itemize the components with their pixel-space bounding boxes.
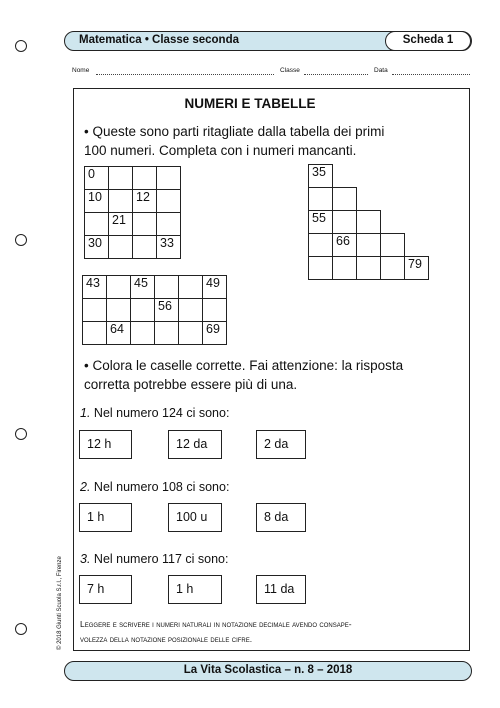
answer-2-a[interactable]: 1 h	[79, 503, 132, 532]
date-field[interactable]	[392, 74, 470, 75]
instruction-1-line-2: 100 numeri. Completa con i numeri mancanti.	[84, 143, 357, 158]
grid-row	[83, 276, 227, 299]
binder-hole-4	[15, 623, 27, 635]
binder-hole-1	[15, 40, 27, 52]
grid-cell: 43	[83, 276, 107, 299]
answer-1-b[interactable]: 12 da	[168, 430, 222, 459]
grid-cell[interactable]	[333, 211, 357, 234]
grid-cell[interactable]	[381, 257, 405, 280]
grid-cell[interactable]	[131, 299, 155, 322]
grid-cell[interactable]	[179, 322, 203, 345]
grid-cell: 55	[309, 211, 333, 234]
question-2: 2. Nel numero 108 ci sono:	[80, 480, 230, 494]
grid-cell: 45	[131, 276, 155, 299]
grid-cell: 49	[203, 276, 227, 299]
answer-3-c[interactable]: 11 da	[256, 575, 306, 604]
grid-cell[interactable]	[309, 234, 333, 257]
grid-cell[interactable]	[179, 276, 203, 299]
subject-title: Matematica • Classe seconda	[79, 34, 239, 46]
answer-1-c[interactable]: 2 da	[256, 430, 306, 459]
number-grid-c	[308, 164, 429, 280]
objective-line-1: Leggere e scrivere i numeri naturali in notazione decimale avendo consape-	[80, 619, 352, 629]
grid-cell: 30	[85, 236, 109, 259]
grid-cell[interactable]	[309, 188, 333, 211]
answer-3-b[interactable]: 1 h	[168, 575, 222, 604]
grid-cell[interactable]	[157, 167, 181, 190]
footer-title: La Vita Scolastica – n. 8 – 2018	[183, 664, 353, 676]
grid-row	[83, 322, 227, 345]
grid-cell[interactable]	[357, 257, 381, 280]
learning-objective	[80, 617, 464, 647]
grid-cell[interactable]	[109, 190, 133, 213]
class-field[interactable]	[304, 74, 368, 75]
answer-1-a[interactable]: 12 h	[79, 430, 132, 459]
name-field[interactable]	[96, 74, 274, 75]
number-grid-b	[82, 275, 227, 345]
binder-hole-2	[15, 234, 27, 246]
sheet-label: Scheda 1	[385, 31, 471, 51]
grid-cell: 56	[155, 299, 179, 322]
grid-spacer	[381, 165, 405, 188]
question-1: 1. Nel numero 124 ci sono:	[80, 406, 230, 420]
grid-spacer	[405, 211, 429, 234]
grid-cell[interactable]	[155, 322, 179, 345]
footer-bar	[64, 661, 472, 681]
grid-cell[interactable]	[107, 299, 131, 322]
grid-cell[interactable]	[133, 167, 157, 190]
grid-cell: 21	[109, 213, 133, 236]
grid-spacer	[381, 188, 405, 211]
question-3: 3. Nel numero 117 ci sono:	[80, 552, 229, 566]
grid-cell[interactable]	[109, 236, 133, 259]
grid-cell[interactable]	[85, 213, 109, 236]
name-label: Nome	[72, 67, 90, 74]
grid-cell[interactable]	[83, 299, 107, 322]
grid-cell[interactable]	[357, 234, 381, 257]
answer-2-b[interactable]: 100 u	[168, 503, 222, 532]
grid-row	[309, 188, 429, 211]
grid-cell: 33	[157, 236, 181, 259]
grid-cell[interactable]	[131, 322, 155, 345]
grid-cell[interactable]	[381, 234, 405, 257]
grid-cell: 35	[309, 165, 333, 188]
grid-cell: 10	[85, 190, 109, 213]
grid-spacer	[381, 211, 405, 234]
grid-row	[85, 236, 181, 259]
instruction-2-line-1: • Colora le caselle corrette. Fai attenzione: la risposta	[84, 358, 404, 373]
answer-3-a[interactable]: 7 h	[79, 575, 132, 604]
grid-cell[interactable]	[203, 299, 227, 322]
grid-cell[interactable]	[357, 211, 381, 234]
grid-spacer	[357, 188, 381, 211]
grid-row	[309, 234, 429, 257]
grid-cell: 66	[333, 234, 357, 257]
grid-cell[interactable]	[157, 213, 181, 236]
grid-spacer	[333, 165, 357, 188]
grid-row	[83, 299, 227, 322]
grid-cell: 79	[405, 257, 429, 280]
grid-row	[309, 211, 429, 234]
grid-spacer	[405, 188, 429, 211]
grid-cell[interactable]	[333, 257, 357, 280]
grid-cell[interactable]	[133, 236, 157, 259]
answer-2-c[interactable]: 8 da	[256, 503, 306, 532]
grid-cell[interactable]	[333, 188, 357, 211]
grid-cell[interactable]	[109, 167, 133, 190]
grid-cell: 12	[133, 190, 157, 213]
class-label: Classe	[280, 67, 300, 74]
date-label: Data	[374, 67, 388, 74]
copyright-note: © 2018 Giunti Scuola S.r.l., Firenze	[57, 556, 63, 650]
grid-cell[interactable]	[157, 190, 181, 213]
grid-cell[interactable]	[133, 213, 157, 236]
objective-line-2: volezza della notazione posizionale delle cifre.	[80, 634, 253, 644]
grid-cell[interactable]	[179, 299, 203, 322]
grid-cell: 69	[203, 322, 227, 345]
grid-row	[309, 257, 429, 280]
grid-cell[interactable]	[107, 276, 131, 299]
grid-spacer	[405, 165, 429, 188]
grid-cell[interactable]	[309, 257, 333, 280]
binder-hole-3	[15, 428, 27, 440]
grid-spacer	[405, 234, 429, 257]
header-bar	[64, 31, 472, 51]
grid-cell[interactable]	[155, 276, 179, 299]
instruction-1-line-1: • Queste sono parti ritagliate dalla tabella dei primi	[84, 124, 385, 139]
grid-cell: 0	[85, 167, 109, 190]
grid-row	[85, 167, 181, 190]
instruction-2-line-2: corretta potrebbe essere più di una.	[84, 377, 298, 392]
page-title: NUMERI E TABELLE	[184, 96, 316, 111]
grid-spacer	[357, 165, 381, 188]
grid-row	[85, 190, 181, 213]
grid-cell: 64	[107, 322, 131, 345]
grid-cell[interactable]	[83, 322, 107, 345]
number-grid-a	[84, 166, 181, 259]
grid-row	[309, 165, 429, 188]
grid-row	[85, 213, 181, 236]
